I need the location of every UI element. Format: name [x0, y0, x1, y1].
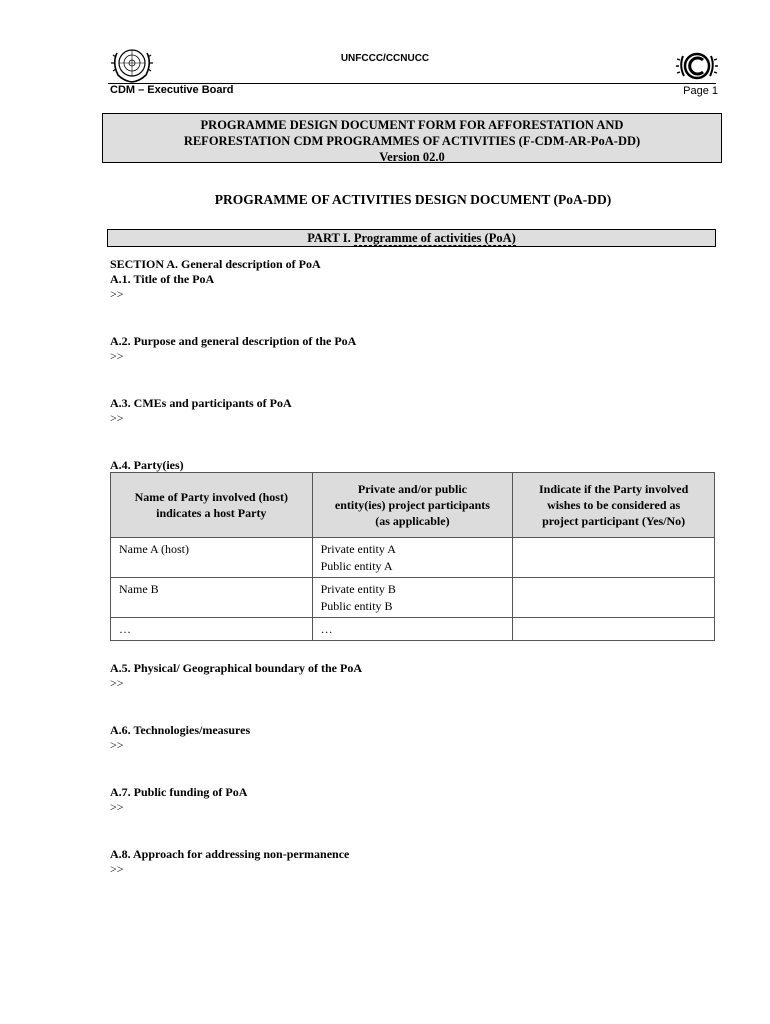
cell-party[interactable]: Name A (host)	[111, 538, 313, 578]
heading-a8: A.8. Approach for addressing non-permanence	[110, 847, 350, 861]
heading-a2: A.2. Purpose and general description of the PoA	[110, 334, 357, 348]
entity-text: …	[320, 622, 333, 636]
part-title: Programme of activities (PoA)	[353, 231, 516, 245]
cell-participant[interactable]	[513, 538, 715, 578]
col-header-participant	[513, 473, 715, 538]
entity-text: Private entity A	[320, 542, 396, 556]
table-row	[111, 578, 715, 618]
document-title: PROGRAMME OF ACTIVITIES DESIGN DOCUMENT (PoA-DD)	[214, 192, 612, 207]
form-title-box	[102, 113, 722, 163]
cell-entities[interactable]	[312, 578, 513, 618]
form-title-line1: PROGRAMME DESIGN DOCUMENT FORM FOR AFFORESTATION AND	[200, 118, 624, 132]
form-title-version: Version 02.0	[379, 150, 445, 164]
part-prefix: PART I.	[307, 231, 351, 245]
cell-participant[interactable]	[513, 578, 715, 618]
field-a6[interactable]: >>	[110, 738, 124, 752]
entity-text: Public entity A	[320, 559, 393, 573]
field-a8[interactable]: >>	[110, 862, 124, 876]
heading-a7: A.7. Public funding of PoA	[110, 785, 248, 799]
part-heading	[107, 229, 716, 247]
table-row	[111, 618, 715, 641]
field-a1[interactable]: >>	[110, 287, 124, 301]
cell-participant[interactable]	[513, 618, 715, 641]
form-title-line2: REFORESTATION CDM PROGRAMMES OF ACTIVITIES (F-CDM-AR-PoA-DD)	[183, 134, 641, 148]
header-board: CDM – Executive Board	[110, 84, 234, 96]
heading-a5: A.5. Physical/ Geographical boundary of the PoA	[110, 661, 363, 675]
field-a2[interactable]: >>	[110, 349, 124, 363]
header-text: wishes to be considered as	[547, 498, 681, 512]
parties-table	[110, 472, 715, 641]
entity-text: Private entity B	[320, 582, 396, 596]
table-row	[111, 538, 715, 578]
entity-text: Public entity B	[320, 599, 393, 613]
header-text: (as applicable)	[375, 514, 450, 528]
field-a3[interactable]: >>	[110, 411, 124, 425]
header-text: Indicate if the Party involved	[538, 482, 689, 496]
header-text: entity(ies) project participants	[334, 498, 490, 512]
header-text: Private and/or public	[357, 482, 467, 496]
field-a7[interactable]: >>	[110, 800, 124, 814]
cell-entities[interactable]	[312, 538, 513, 578]
un-emblem-icon	[108, 45, 156, 85]
header-text: indicates a host Party	[156, 506, 267, 520]
cell-party[interactable]: …	[111, 618, 313, 641]
unfccc-logo-icon	[675, 46, 719, 86]
section-a-title: SECTION A. General description of PoA	[110, 257, 321, 271]
cell-entities[interactable]	[312, 618, 513, 641]
heading-a4: A.4. Party(ies)	[110, 458, 184, 472]
col-header-party	[111, 473, 313, 538]
header-organization: UNFCCC/CCNUCC	[340, 53, 430, 64]
header-text: project participant (Yes/No)	[542, 514, 686, 528]
heading-a3: A.3. CMEs and participants of PoA	[110, 396, 292, 410]
header-text: Name of Party involved (host)	[134, 490, 288, 504]
heading-a1: A.1. Title of the PoA	[110, 272, 215, 286]
col-header-entities	[312, 473, 513, 538]
field-a5[interactable]: >>	[110, 676, 124, 690]
cell-party[interactable]: Name B	[111, 578, 313, 618]
parties-header-row	[111, 473, 715, 538]
heading-a6: A.6. Technologies/measures	[110, 723, 251, 737]
page-number: Page 1	[683, 85, 718, 97]
